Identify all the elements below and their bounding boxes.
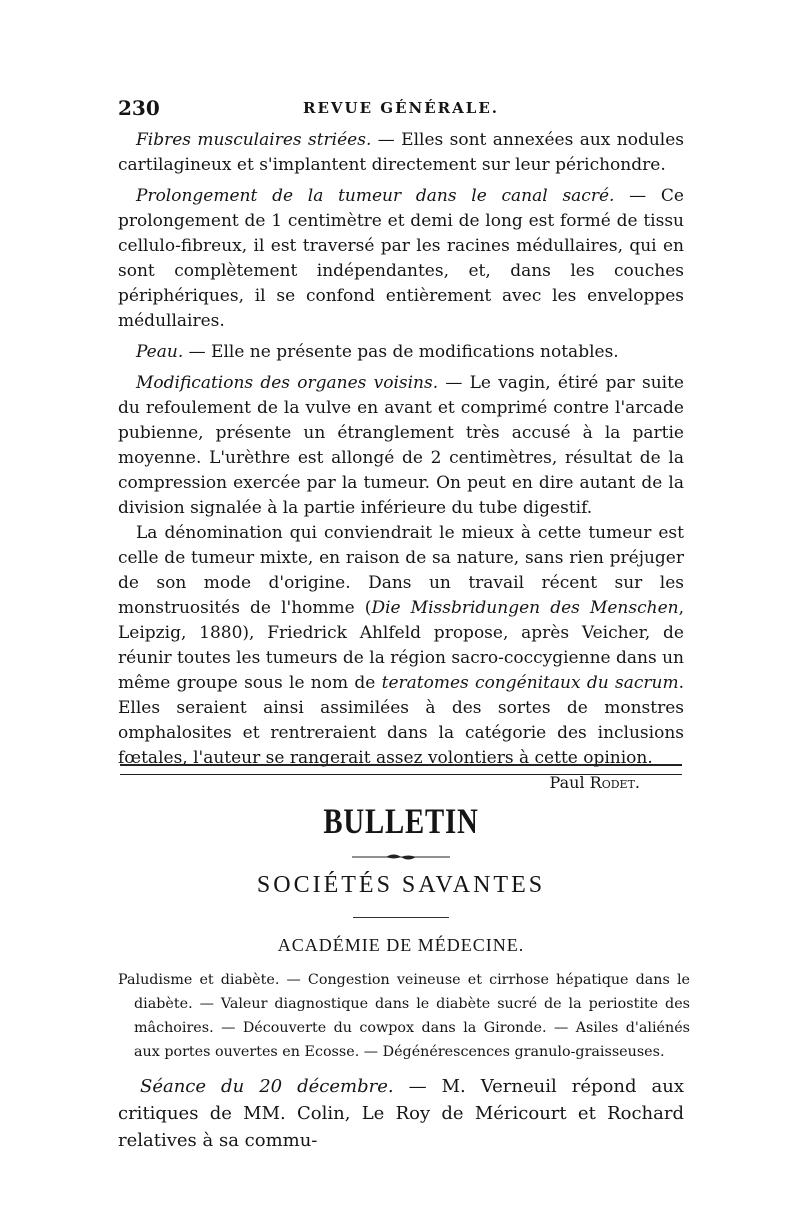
latin-term: teratomes congénitaux du sacrum xyxy=(381,673,679,693)
page-header xyxy=(118,96,684,126)
paragraph-lead: Prolongement de la tumeur dans le canal sacré. xyxy=(136,186,615,206)
page-number: 230 xyxy=(118,96,160,120)
seance-text: — M. Verneuil répond aux critiques de MM. Colin, Le Roy de Méricourt et Rochard relatives à sa commu- xyxy=(118,1076,684,1151)
running-head: REVUE GÉNÉRALE. xyxy=(303,99,499,117)
paragraph-body: — Elle ne présente pas de modifications notables. xyxy=(183,342,619,362)
signature-last-name: Rodet. xyxy=(589,773,640,792)
closing-text: , Leipzig, 1880), Friedrick Ahlfeld propose, après Veicher, de réunir toutes les tumeurs de la région sacro-coccygienne dans un même groupe sous le nom de xyxy=(118,598,684,693)
book-title: Die Missbridungen des Menschen xyxy=(371,598,679,618)
ornament-rule xyxy=(352,852,450,862)
divider-rule xyxy=(353,917,449,918)
paragraph-lead: Peau. xyxy=(136,342,184,362)
paragraph-prolongement xyxy=(118,184,684,334)
paragraph-lead: Fibres musculaires striées. xyxy=(136,130,372,150)
closing-text: La dénomination qui conviendrait le mieux à cette tumeur est celle de tumeur mixte, en raison de sa nature, sans rien préjuger de son mode d'origine. Dans un travail récent sur les monstruosités de l'homme ( xyxy=(118,523,684,618)
article-text xyxy=(118,128,684,795)
academy-heading: ACADÉMIE DE MÉDECINE. xyxy=(277,935,525,955)
paragraph-body: — Le vagin, étiré par suite du refoulement de la vulve en avant et comprimé contre l'arcade pubienne, présente un étranglement très accusé à la partie moyenne. L'urèthre est allongé de 2 centimètres, résultat de la compression exercée par la tumeur. On peut en dire autant de la division signalée à la partie inférieure du tube digestif. xyxy=(118,373,684,518)
session-summary: Paludisme et diabète. — Congestion veineuse et cirrhose hépatique dans le diabète. — Valeur diagnostique dans le diabète sucré de la periostite des mâchoires. — Découverte du cowpox dans la Gironde. — Asiles d'aliénés aux portes ouvertes en Ecosse. — Dégénérescences granulo-graisseuses. xyxy=(118,972,690,1060)
paragraph-body: — Elles sont annexées aux nodules cartilagineux et s'implantent directement sur leur périchondre. xyxy=(118,130,684,175)
closing-text: . Elles seraient ainsi assimilées à des sortes de monstres omphalosites et rentreraient dans la catégorie des inclusions fœtales, l'auteur se rangerait assez volontiers à cette opinion. xyxy=(118,673,684,768)
paragraph-fibres xyxy=(118,128,684,178)
paragraph-peau xyxy=(118,340,684,365)
seance-lead: Séance du 20 décembre. xyxy=(140,1076,394,1097)
paragraph-body: — Ce prolongement de 1 centimètre et demi de long est formé de tissu cellulo-fibreux, il est traversé par les racines médullaires, qui en sont complètement indépendantes, et, dans les couches périphériques, il se confond entièrement avec les enveloppes médullaires. xyxy=(118,186,684,331)
signature-first-name: Paul xyxy=(549,773,585,792)
section-subtitle: SOCIÉTÉS SAVANTES xyxy=(256,872,546,898)
bulletin-title: BULLETIN xyxy=(323,801,479,841)
section-divider xyxy=(120,764,682,775)
paragraph-denomination xyxy=(118,521,684,771)
paragraph-lead: Modifications des organes voisins. xyxy=(136,373,439,393)
seance-paragraph xyxy=(118,1073,684,1154)
paragraph-modifications xyxy=(118,371,684,521)
